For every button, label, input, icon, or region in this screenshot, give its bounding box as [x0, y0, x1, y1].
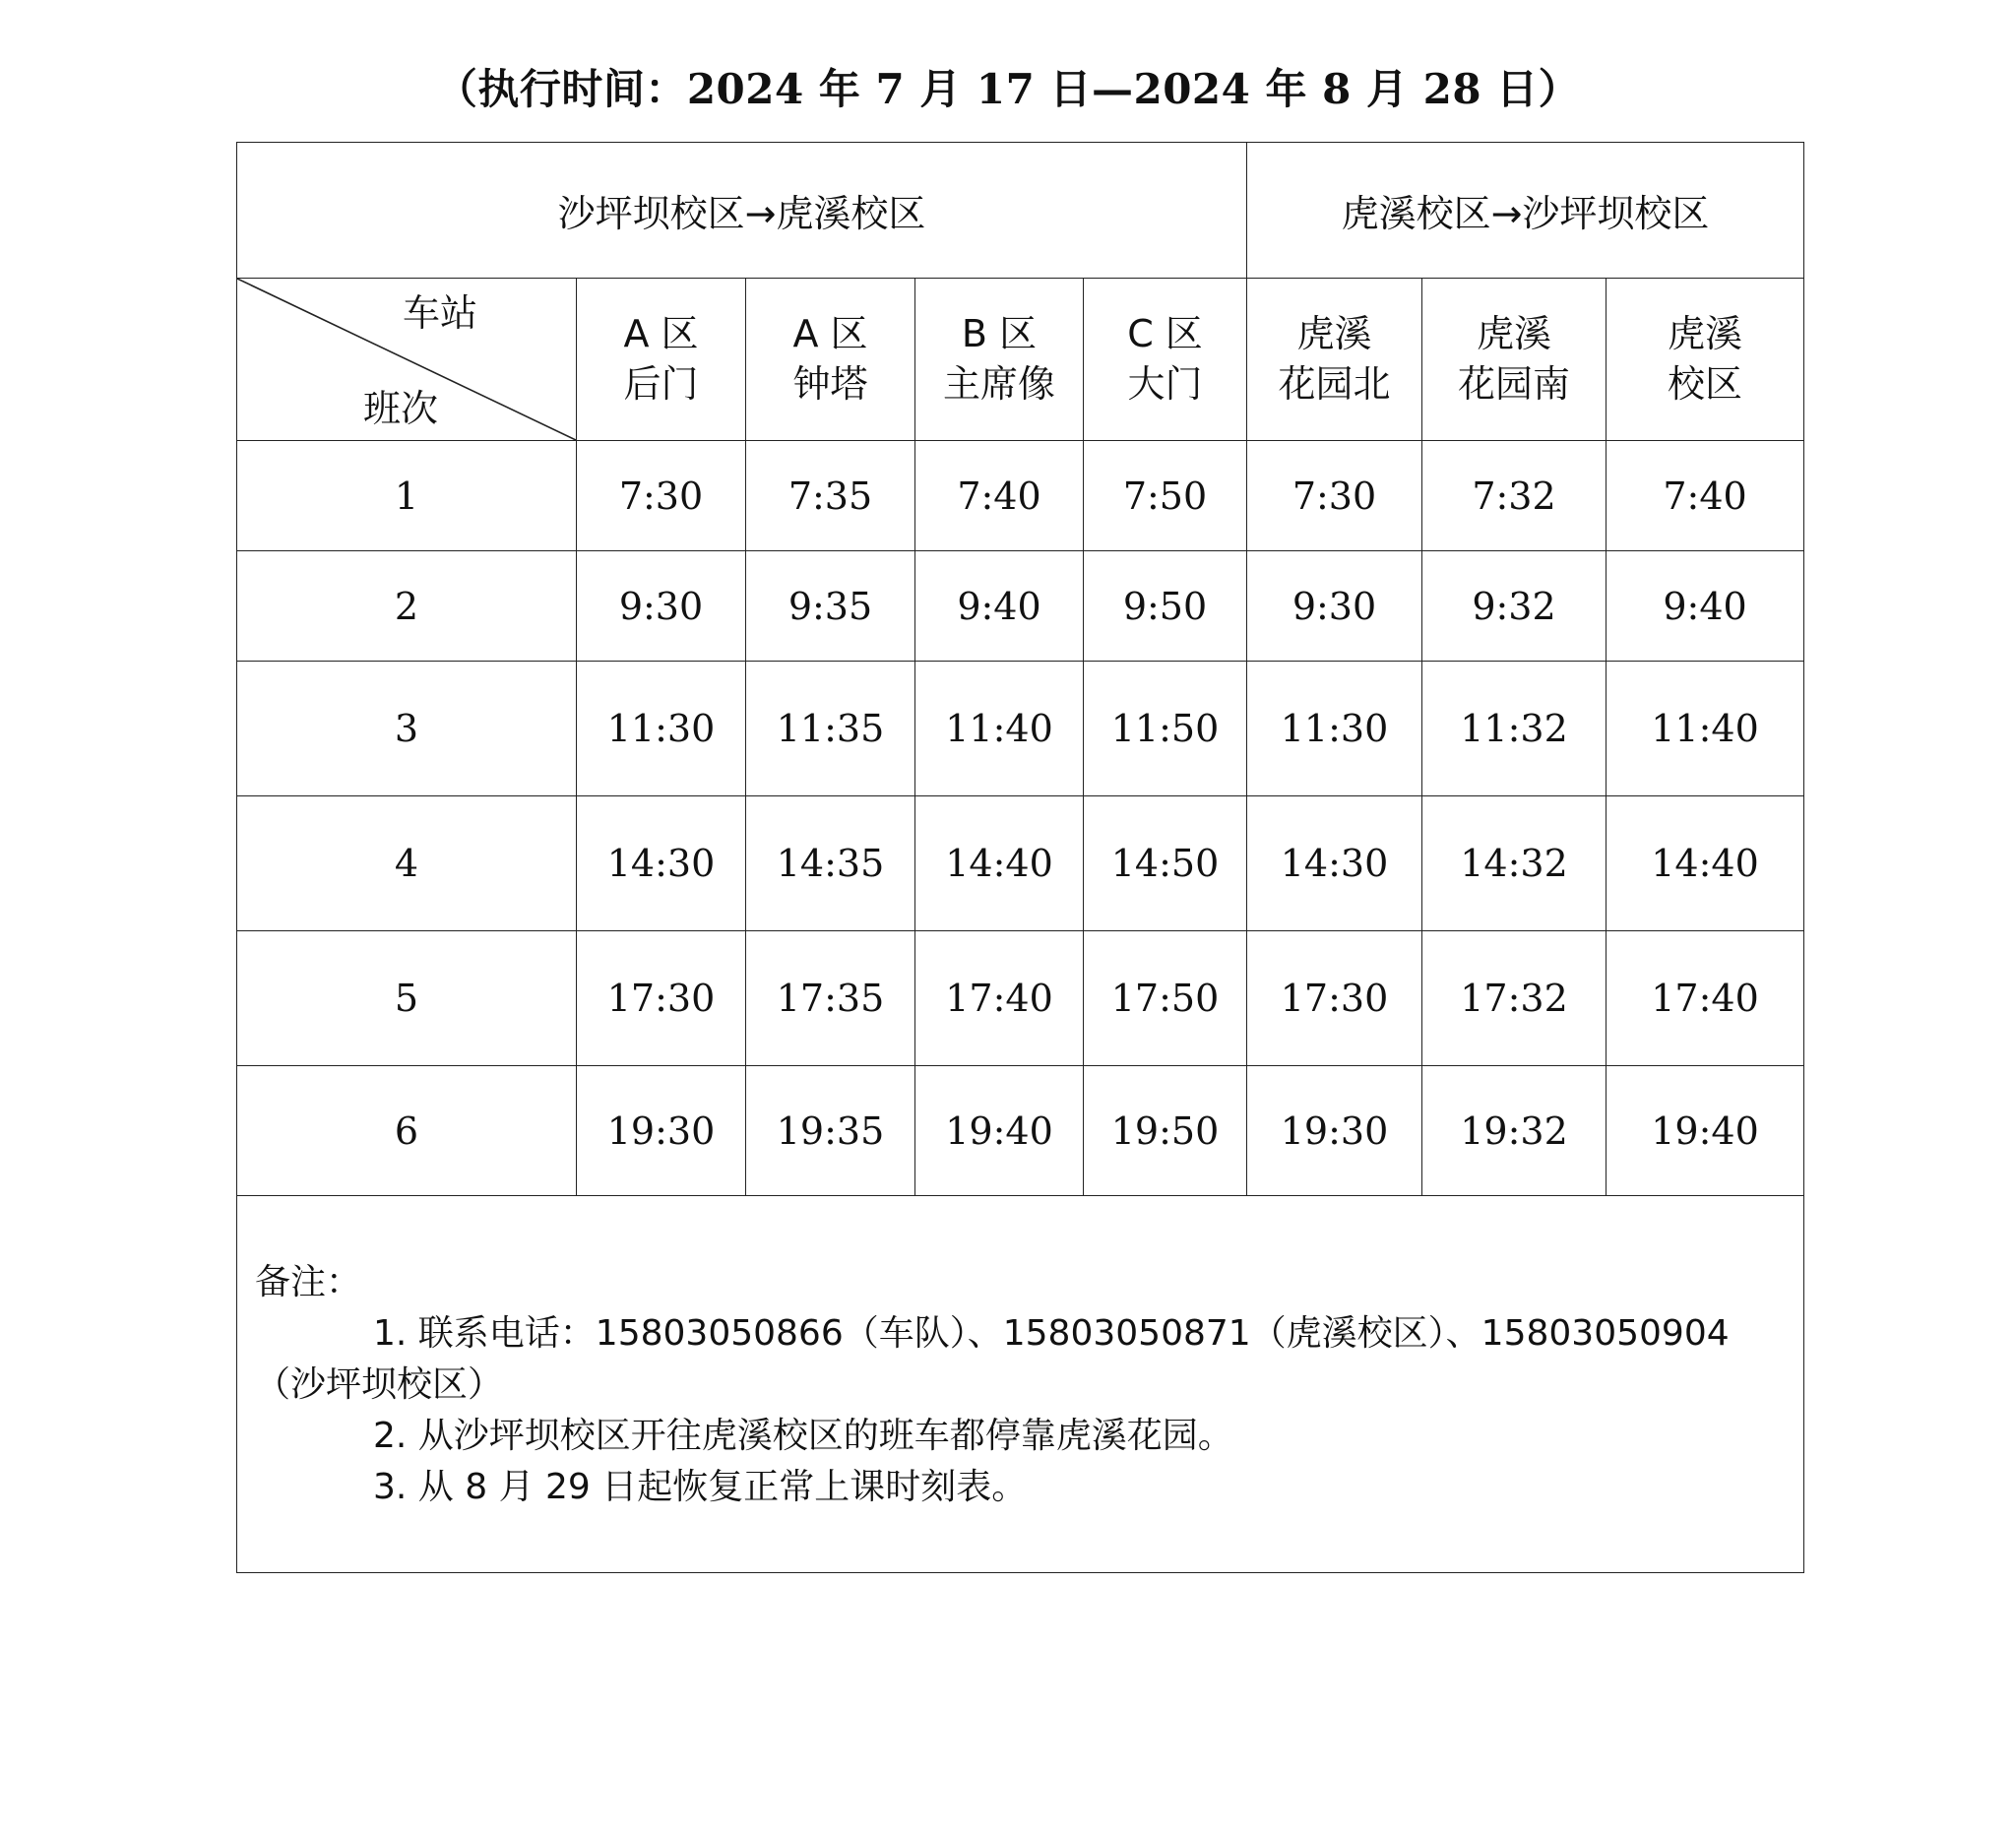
time-cell: 11:30: [1247, 662, 1422, 796]
time-cell: 7:30: [577, 441, 746, 551]
time-cell: 14:50: [1084, 796, 1247, 931]
corner-label-station: 车站: [402, 291, 477, 335]
time-cell: 14:30: [1247, 796, 1422, 931]
time-cell: 17:35: [746, 931, 915, 1066]
time-cell: 14:32: [1422, 796, 1606, 931]
station-header: [746, 279, 915, 441]
time-cell: 19:50: [1084, 1066, 1247, 1196]
time-cell: 17:40: [1606, 931, 1804, 1066]
station-line1: B 区: [961, 311, 1038, 355]
station-line1: 虎溪: [1668, 311, 1743, 355]
station-line1: C 区: [1127, 311, 1203, 355]
notes-heading: 备注：: [255, 1262, 362, 1302]
station-header: [577, 279, 746, 441]
station-header: [915, 279, 1084, 441]
station-line2: 大门: [1127, 362, 1203, 406]
time-cell: 11:50: [1084, 662, 1247, 796]
table-row: [237, 441, 1804, 551]
station-header: [1422, 279, 1606, 441]
station-line2: 钟塔: [792, 362, 868, 406]
time-cell: 17:30: [577, 931, 746, 1066]
trip-number: 3: [237, 662, 577, 796]
corner-header-cell: [237, 279, 577, 441]
table-row: [237, 1066, 1804, 1196]
trip-number: 2: [237, 551, 577, 662]
time-cell: 11:35: [746, 662, 915, 796]
time-cell: 7:40: [1606, 441, 1804, 551]
direction-inbound: 虎溪校区→沙坪坝校区: [1247, 143, 1804, 279]
trip-number: 4: [237, 796, 577, 931]
time-cell: 7:40: [915, 441, 1084, 551]
station-header-row: [237, 279, 1804, 441]
time-cell: 9:30: [1247, 551, 1422, 662]
station-line1: A 区: [623, 311, 699, 355]
page-title: （执行时间：2024 年 7 月 17 日—2024 年 8 月 28 日）: [435, 65, 1581, 113]
note-item-2: 2. 从沙坪坝校区开往虎溪校区的班车都停靠虎溪花园。: [373, 1416, 1233, 1456]
station-header: [1606, 279, 1804, 441]
station-line2: 花园南: [1457, 362, 1570, 406]
time-cell: 14:40: [915, 796, 1084, 931]
time-cell: 19:30: [577, 1066, 746, 1196]
table-row: [237, 796, 1804, 931]
notes-cell: [237, 1196, 1804, 1573]
shuttle-schedule-table: [236, 142, 1804, 1573]
time-cell: 17:32: [1422, 931, 1606, 1066]
time-cell: 9:30: [577, 551, 746, 662]
time-cell: 9:32: [1422, 551, 1606, 662]
station-header: [1084, 279, 1247, 441]
time-cell: 11:40: [915, 662, 1084, 796]
time-cell: 19:32: [1422, 1066, 1606, 1196]
station-header: [1247, 279, 1422, 441]
time-cell: 7:30: [1247, 441, 1422, 551]
time-cell: 14:35: [746, 796, 915, 931]
station-line1: A 区: [792, 311, 868, 355]
time-cell: 19:40: [1606, 1066, 1804, 1196]
notes-row: [237, 1196, 1804, 1573]
trip-number: 1: [237, 441, 577, 551]
time-cell: 11:30: [577, 662, 746, 796]
station-line1: 虎溪: [1476, 311, 1551, 355]
table-row: [237, 931, 1804, 1066]
table-row: [237, 662, 1804, 796]
note-item-3: 3. 从 8 月 29 日起恢复正常上课时刻表。: [373, 1467, 1028, 1507]
time-cell: 7:50: [1084, 441, 1247, 551]
time-cell: 9:35: [746, 551, 915, 662]
time-cell: 7:35: [746, 441, 915, 551]
time-cell: 17:50: [1084, 931, 1247, 1066]
note-item-1-continuation: （沙坪坝校区）: [255, 1364, 504, 1405]
time-cell: 19:30: [1247, 1066, 1422, 1196]
table-row: [237, 551, 1804, 662]
direction-header-row: [237, 143, 1804, 279]
corner-label-trip: 班次: [363, 386, 439, 430]
time-cell: 19:40: [915, 1066, 1084, 1196]
station-line1: 虎溪: [1296, 311, 1372, 355]
time-cell: 9:40: [915, 551, 1084, 662]
time-cell: 17:30: [1247, 931, 1422, 1066]
note-item-1: 1. 联系电话：15803050866（车队）、15803050871（虎溪校区）、15803050904: [373, 1313, 1730, 1354]
time-cell: 17:40: [915, 931, 1084, 1066]
time-cell: 11:40: [1606, 662, 1804, 796]
time-cell: 9:40: [1606, 551, 1804, 662]
time-cell: 14:40: [1606, 796, 1804, 931]
station-line2: 校区: [1668, 362, 1743, 406]
notes-block: [237, 1196, 1803, 1513]
station-line2: 主席像: [942, 362, 1055, 406]
direction-outbound: 沙坪坝校区→虎溪校区: [237, 143, 1247, 279]
time-cell: 11:32: [1422, 662, 1606, 796]
time-cell: 19:35: [746, 1066, 915, 1196]
trip-number: 6: [237, 1066, 577, 1196]
station-line2: 后门: [623, 362, 699, 406]
station-line2: 花园北: [1278, 362, 1391, 406]
time-cell: 14:30: [577, 796, 746, 931]
trip-number: 5: [237, 931, 577, 1066]
time-cell: 9:50: [1084, 551, 1247, 662]
time-cell: 7:32: [1422, 441, 1606, 551]
